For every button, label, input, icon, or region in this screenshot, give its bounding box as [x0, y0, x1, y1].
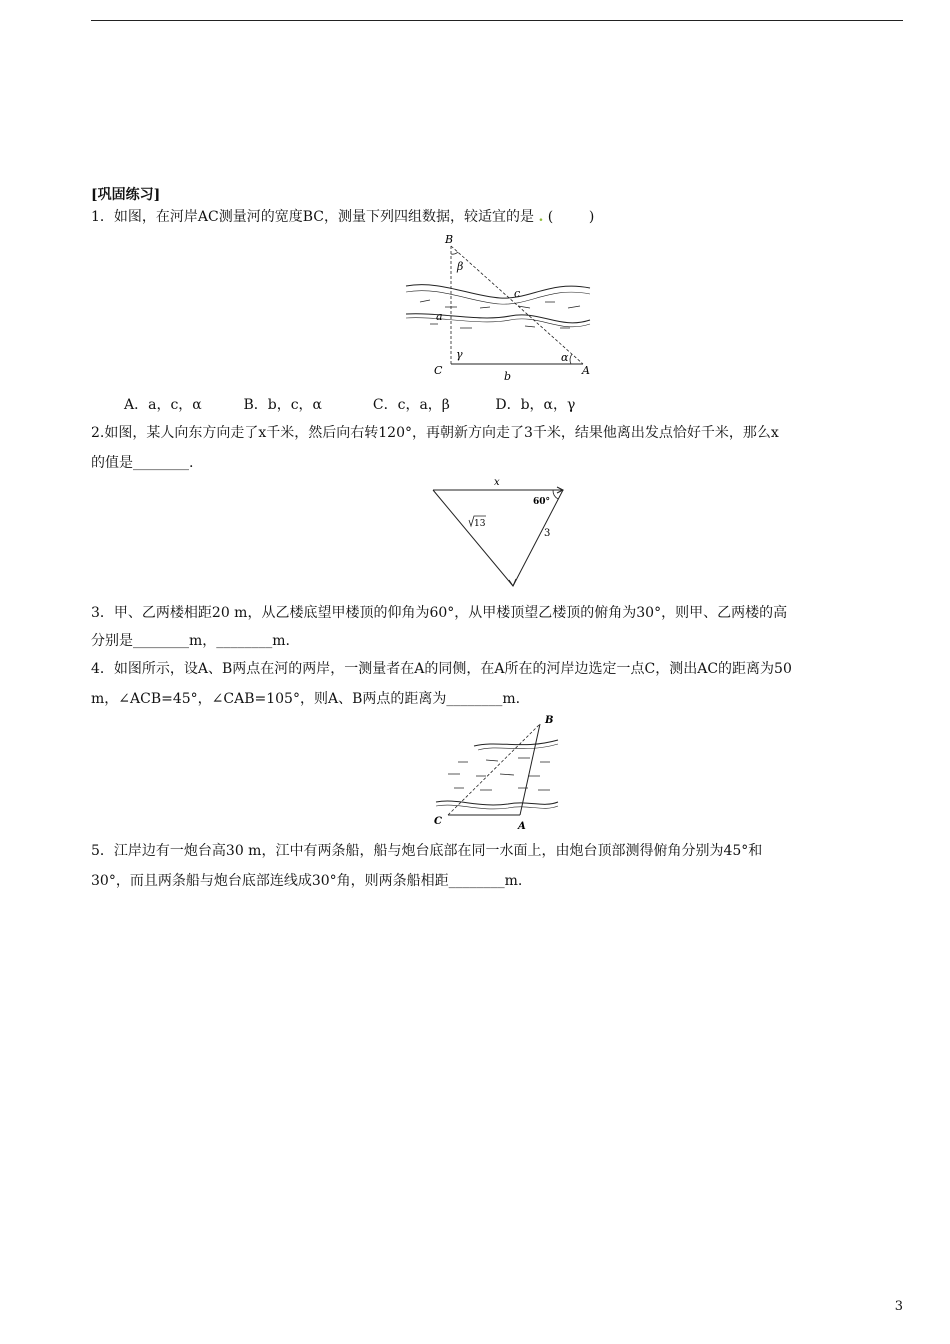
question-5-line-1: 5．江岸边有一炮台高30 m，江中有两条船，船与炮台底部在同一水面上，由炮台顶部测得俯角分别为45°和	[91, 843, 763, 859]
label-a: a	[436, 310, 443, 323]
label-gamma: γ	[456, 348, 463, 361]
question-5-line-2: 30°，而且两条船与炮台底部连线成30°角，则两条船相距________m.	[91, 873, 523, 889]
figure-2-triangle	[425, 474, 575, 594]
question-1-text: 1．如图，在河岸AC测量河的宽度BC，测量下列四组数据，较适宜的是	[91, 209, 534, 225]
label-B: B	[545, 715, 554, 726]
figure-1-river	[400, 230, 600, 382]
label-60deg: 60°	[533, 497, 551, 507]
header-rule	[91, 20, 903, 21]
label-A: A	[582, 364, 590, 377]
label-3: 3	[544, 528, 551, 539]
label-beta: β	[457, 260, 464, 273]
label-c: c	[514, 287, 521, 300]
question-2-line-2: 的值是________.	[91, 455, 194, 471]
label-B: B	[445, 233, 454, 246]
question-4-line-2: m，∠ACB=45°，∠CAB=105°，则A、B两点的距离为________m.	[91, 691, 521, 707]
answer-paren: ( )	[547, 209, 595, 225]
label-b: b	[504, 370, 512, 382]
option-d: D．b，α，γ	[495, 397, 576, 413]
label-alpha: α	[561, 351, 569, 364]
question-1-options	[124, 396, 575, 414]
highlight-dot: .	[538, 209, 544, 225]
option-c: C．c，a，β	[372, 397, 450, 413]
option-b: B．b，c，α	[243, 397, 322, 413]
label-x: x	[494, 477, 500, 488]
question-3-line-1: 3．甲、乙两楼相距20 m，从乙楼底望甲楼顶的仰角为60°，从甲楼顶望乙楼顶的俯角为30°，则甲、乙两楼的高	[91, 605, 788, 621]
page-number: 3	[894, 1299, 903, 1314]
label-C: C	[434, 364, 443, 377]
option-a: A．a，c，α	[124, 397, 202, 413]
figure-4-river	[428, 710, 568, 834]
label-C: C	[434, 816, 442, 827]
label-A: A	[518, 821, 526, 832]
question-2-line-1: 2.如图，某人向东方向走了x千米，然后向右转120°，再朝新方向走了3千米，结果他离出发点恰好千米，那么x	[91, 425, 779, 441]
question-4-line-1: 4．如图所示，设A、B两点在河的两岸，一测量者在A的同侧，在A所在的河岸边选定一点C，测出AC的距离为50	[91, 661, 792, 677]
section-heading: [巩固练习]	[91, 187, 161, 203]
question-1	[91, 208, 594, 226]
question-3-line-2: 分别是________m，________m.	[91, 633, 291, 649]
label-sqrt13: 13	[474, 519, 486, 529]
